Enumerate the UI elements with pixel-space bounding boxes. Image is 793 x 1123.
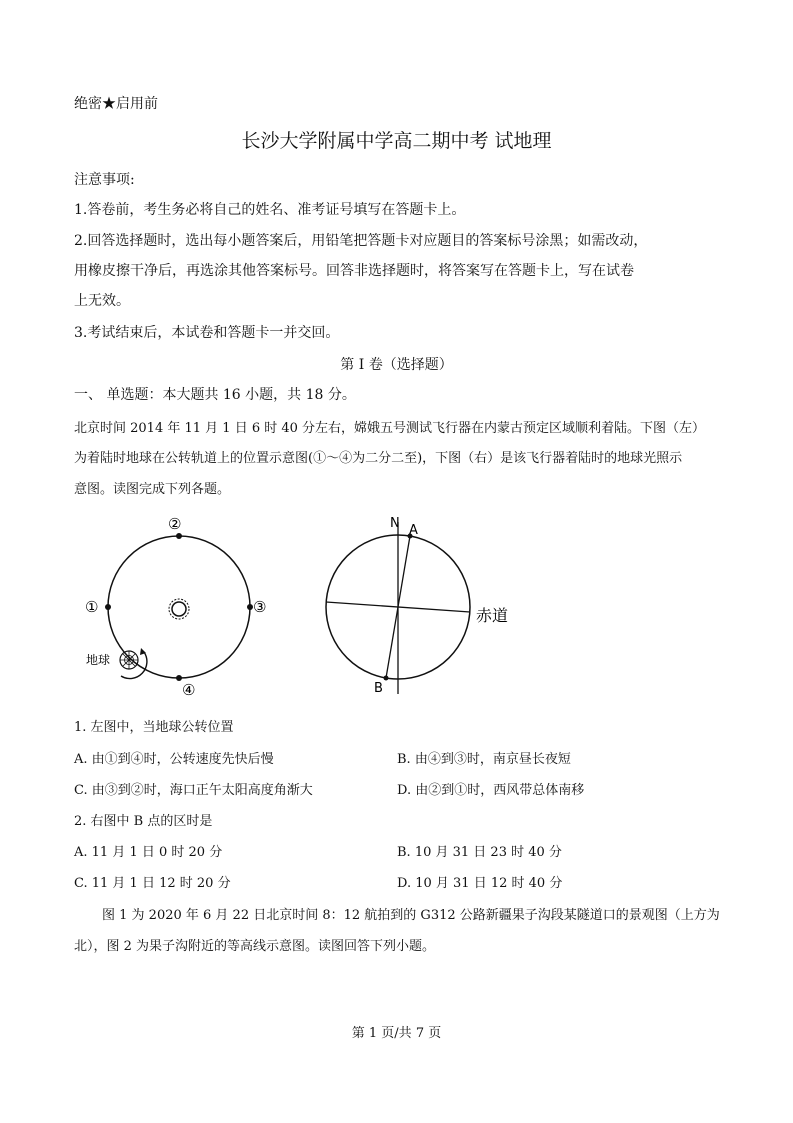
q2-option-a: A. 11 月 1 日 0 时 20 分 bbox=[74, 845, 223, 860]
point-b bbox=[384, 676, 389, 681]
point-b-label: B bbox=[374, 681, 383, 696]
orbit-label-4: ④ bbox=[182, 681, 196, 699]
page-footer: 第 1 页/共 7 页 bbox=[351, 1026, 442, 1041]
q1-stem: 1. 左图中，当地球公转位置 bbox=[74, 720, 234, 735]
part-heading: 一、 单选题：本大题共 16 小题，共 18 分。 bbox=[74, 387, 356, 403]
q2-option-b: B. 10 月 31 日 23 时 40 分 bbox=[397, 845, 562, 860]
q2-stem: 2. 右图中 B 点的区时是 bbox=[74, 814, 213, 829]
notice-item-3: 3.考试结束后，本试卷和答题卡一并交回。 bbox=[74, 325, 340, 341]
q1-option-c: C. 由③到②时，海口正午太阳高度角渐大 bbox=[74, 783, 313, 798]
notice-heading: 注意事项: bbox=[74, 172, 135, 188]
orbit-label-2: ② bbox=[168, 515, 182, 533]
q2-option-d: D. 10 月 31 日 12 时 40 分 bbox=[397, 876, 563, 891]
passage1-line-2: 为着陆时地球在公转轨道上的位置示意图(①～④为二分二至)，下图（右）是该飞行器着陆时的地球光照示 bbox=[74, 451, 683, 466]
orbit-diagram bbox=[80, 512, 280, 712]
q1-option-a: A. 由①到④时，公转速度先快后慢 bbox=[74, 752, 274, 767]
q2-option-c: C. 11 月 1 日 12 时 20 分 bbox=[74, 876, 231, 891]
orbit-point-1 bbox=[105, 604, 111, 610]
orbit-label-1: ① bbox=[85, 598, 99, 616]
equator-label: 赤道 bbox=[476, 606, 509, 625]
orbit-label-3: ③ bbox=[253, 598, 267, 616]
q1-option-d: D. 由②到①时，西风带总体南移 bbox=[397, 783, 585, 798]
point-a-label: A bbox=[409, 523, 418, 538]
passage1-line-3: 意图。读图完成下列各题。 bbox=[74, 482, 231, 497]
north-label: N bbox=[390, 516, 400, 531]
illumination-diagram bbox=[320, 512, 530, 702]
notice-item-2-line-2: 用橡皮擦干净后，再选涂其他答案标号。回答非选择题时，将答案写在答题卡上，写在试卷 bbox=[74, 263, 634, 279]
notice-item-1: 1.答卷前，考生务必将自己的姓名、准考证号填写在答题卡上。 bbox=[74, 202, 466, 218]
earth-icon bbox=[120, 648, 147, 679]
orbit-point-2 bbox=[176, 533, 182, 539]
section-heading: 第 I 卷（选择题） bbox=[340, 357, 453, 373]
notice-item-2-line-3: 上无效。 bbox=[74, 293, 130, 309]
confidential-label: 绝密★启用前 bbox=[74, 96, 158, 112]
earth-label: 地球 bbox=[86, 653, 111, 667]
page-title: 长沙大学附属中学高二期中考 试地理 bbox=[241, 130, 552, 152]
passage2-line-2: 北），图 2 为果子沟附近的等高线示意图。读图回答下列小题。 bbox=[74, 939, 436, 954]
notice-item-2-line-1: 2.回答选择题时，选出每小题答案后，用铅笔把答题卡对应题目的答案标号涂黑；如需改动， bbox=[74, 233, 648, 249]
passage2-line-1: 图 1 为 2020 年 6 月 22 日北京时间 8：12 航拍到的 G312 公路新疆果子沟段某隧道口的景观图（上方为 bbox=[102, 908, 720, 923]
passage1-line-1: 北京时间 2014 年 11 月 1 日 6 时 40 分左右，嫦娥五号测试飞行器在内蒙古预定区域顺利着陆。下图（左） bbox=[74, 421, 706, 436]
sun-icon bbox=[169, 599, 189, 619]
q1-option-b: B. 由④到③时，南京昼长夜短 bbox=[397, 752, 571, 767]
